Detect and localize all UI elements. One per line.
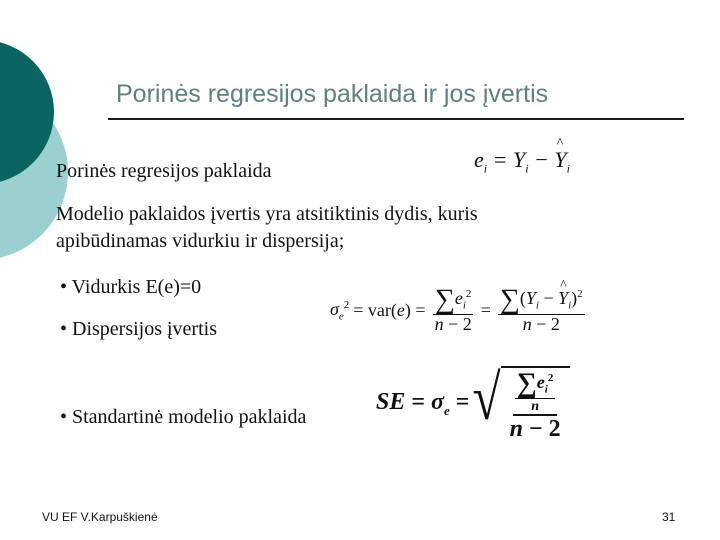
bullet-mean: • Vidurkis E(e)=0 xyxy=(60,276,202,298)
page-number: 31 xyxy=(662,510,676,524)
variance-formula: $\sigma_e^2$ = var(e) = $\frac{\sum e_i^2}{n - 2}$ = $\frac{\sum(Y_i - \^{} Y_i)^2}{n - 2}$ xyxy=(330,286,588,335)
title-underline xyxy=(108,118,684,120)
estimate-description-line2: apibūdinamas vidurkiu ir dispersija; xyxy=(56,230,345,252)
standard-error-formula: SE = $\sigma_e$ = √ $\frac{\frac{\sum e_i^2}{n}}{n - 2}$ xyxy=(376,366,570,443)
footer-author: VU EF V.Karpuškienė xyxy=(42,510,158,524)
slide-title: Porinės regresijos paklaida ir jos įvertis xyxy=(116,80,549,108)
decorative-circles xyxy=(0,0,80,300)
bullet-standard-error: • Standartinė modelio paklaida xyxy=(60,406,307,428)
estimate-description-line1: Modelio paklaidos įvertis yra atsitiktinis dydis, kuris xyxy=(56,203,478,225)
error-definition-text: Porinės regresijos paklaida xyxy=(56,160,272,182)
error-formula: $e_i = Y_i$ − ^ $Y_i$ xyxy=(474,147,570,176)
bullet-variance: • Dispersijos įvertis xyxy=(60,318,217,340)
